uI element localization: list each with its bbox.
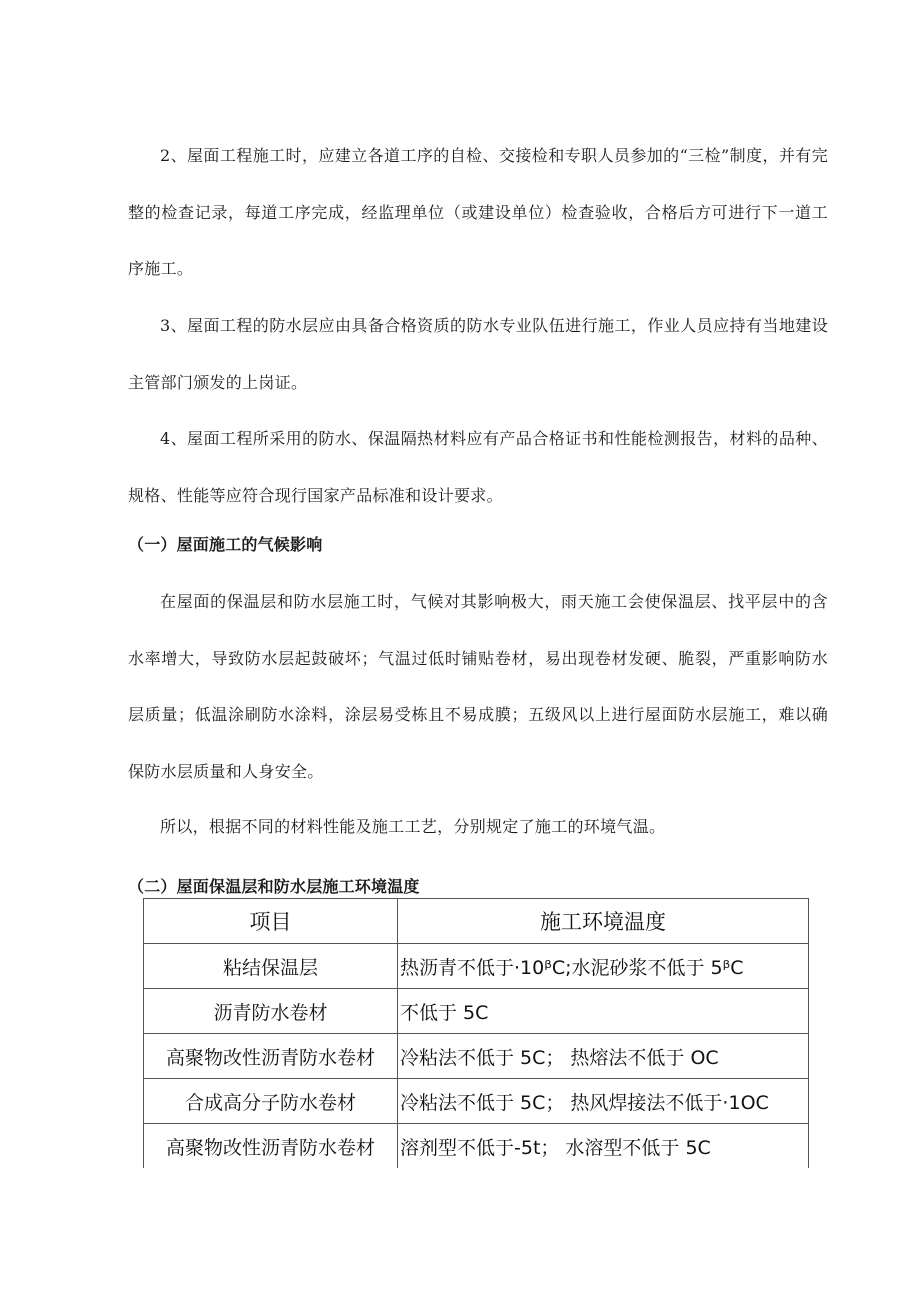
table-row bbox=[144, 944, 809, 989]
section-heading-temperature: （二）屋面保温层和防水层施工环境温度 bbox=[128, 877, 420, 896]
header-temperature: 施工环境温度 bbox=[398, 899, 809, 944]
paragraph-4: 4、屋面工程所采用的防水、保温隔热材料应有产品合格证书和性能检测报告，材料的品种、规格、性能等应符合现行国家产品标准和设计要求。 bbox=[128, 429, 828, 505]
table-row bbox=[144, 1034, 809, 1079]
row-value: 溶剂型不低于-5t； 水溶型不低于 5C bbox=[398, 1124, 809, 1169]
row-item: 高聚物改性沥青防水卷材 bbox=[144, 1034, 398, 1079]
header-item: 项目 bbox=[144, 899, 398, 944]
section-heading-climate: （一）屋面施工的气候影响 bbox=[128, 535, 323, 554]
row-item: 沥青防水卷材 bbox=[144, 989, 398, 1034]
row-item: 粘结保温层 bbox=[144, 944, 398, 989]
paragraph-2: 2、屋面工程施工时，应建立各道工序的自检、交接检和专职人员参加的“三检”制度，并有完整的检查记录，每道工序完成，经监理单位（或建设单位）检查验收，合格后方可进行下一道工序施工。 bbox=[128, 146, 828, 278]
climate-paragraph: 在屋面的保温层和防水层施工时，气候对其影响极大，雨天施工会使保温层、找平层中的含水率增大，导致防水层起鼓破坏；气温过低时铺贴卷材，易出现卷材发硬、脆裂，严重影响防水层质量；低温涂刷防水涂料，涂层易受栋且不易成膜；五级风以上进行屋面防水层施工，难以确保防水层质量和人身安全。 bbox=[128, 592, 828, 781]
table-row bbox=[144, 989, 809, 1034]
table-row bbox=[144, 1079, 809, 1124]
temperature-table bbox=[143, 898, 809, 1168]
paragraph-3: 3、屋面工程的防水层应由具备合格资质的防水专业队伍进行施工，作业人员应持有当地建设主管部门颁发的上岗证。 bbox=[128, 316, 828, 392]
row-item: 合成高分子防水卷材 bbox=[144, 1079, 398, 1124]
table-row bbox=[144, 1124, 809, 1169]
row-value: 冷粘法不低于 5C； 热风焊接法不低于·1OC bbox=[398, 1079, 809, 1124]
table-header-row bbox=[144, 899, 809, 944]
row-value: 不低于 5C bbox=[398, 989, 809, 1034]
row-value: 热沥青不低于·10ᵝC;水泥砂浆不低于 5ᵝC bbox=[398, 944, 809, 989]
row-value: 冷粘法不低于 5C； 热熔法不低于 OC bbox=[398, 1034, 809, 1079]
row-item: 高聚物改性沥青防水卷材 bbox=[144, 1124, 398, 1169]
conclusion-paragraph: 所以，根据不同的材料性能及施工工艺，分别规定了施工的环境气温。 bbox=[160, 817, 666, 836]
